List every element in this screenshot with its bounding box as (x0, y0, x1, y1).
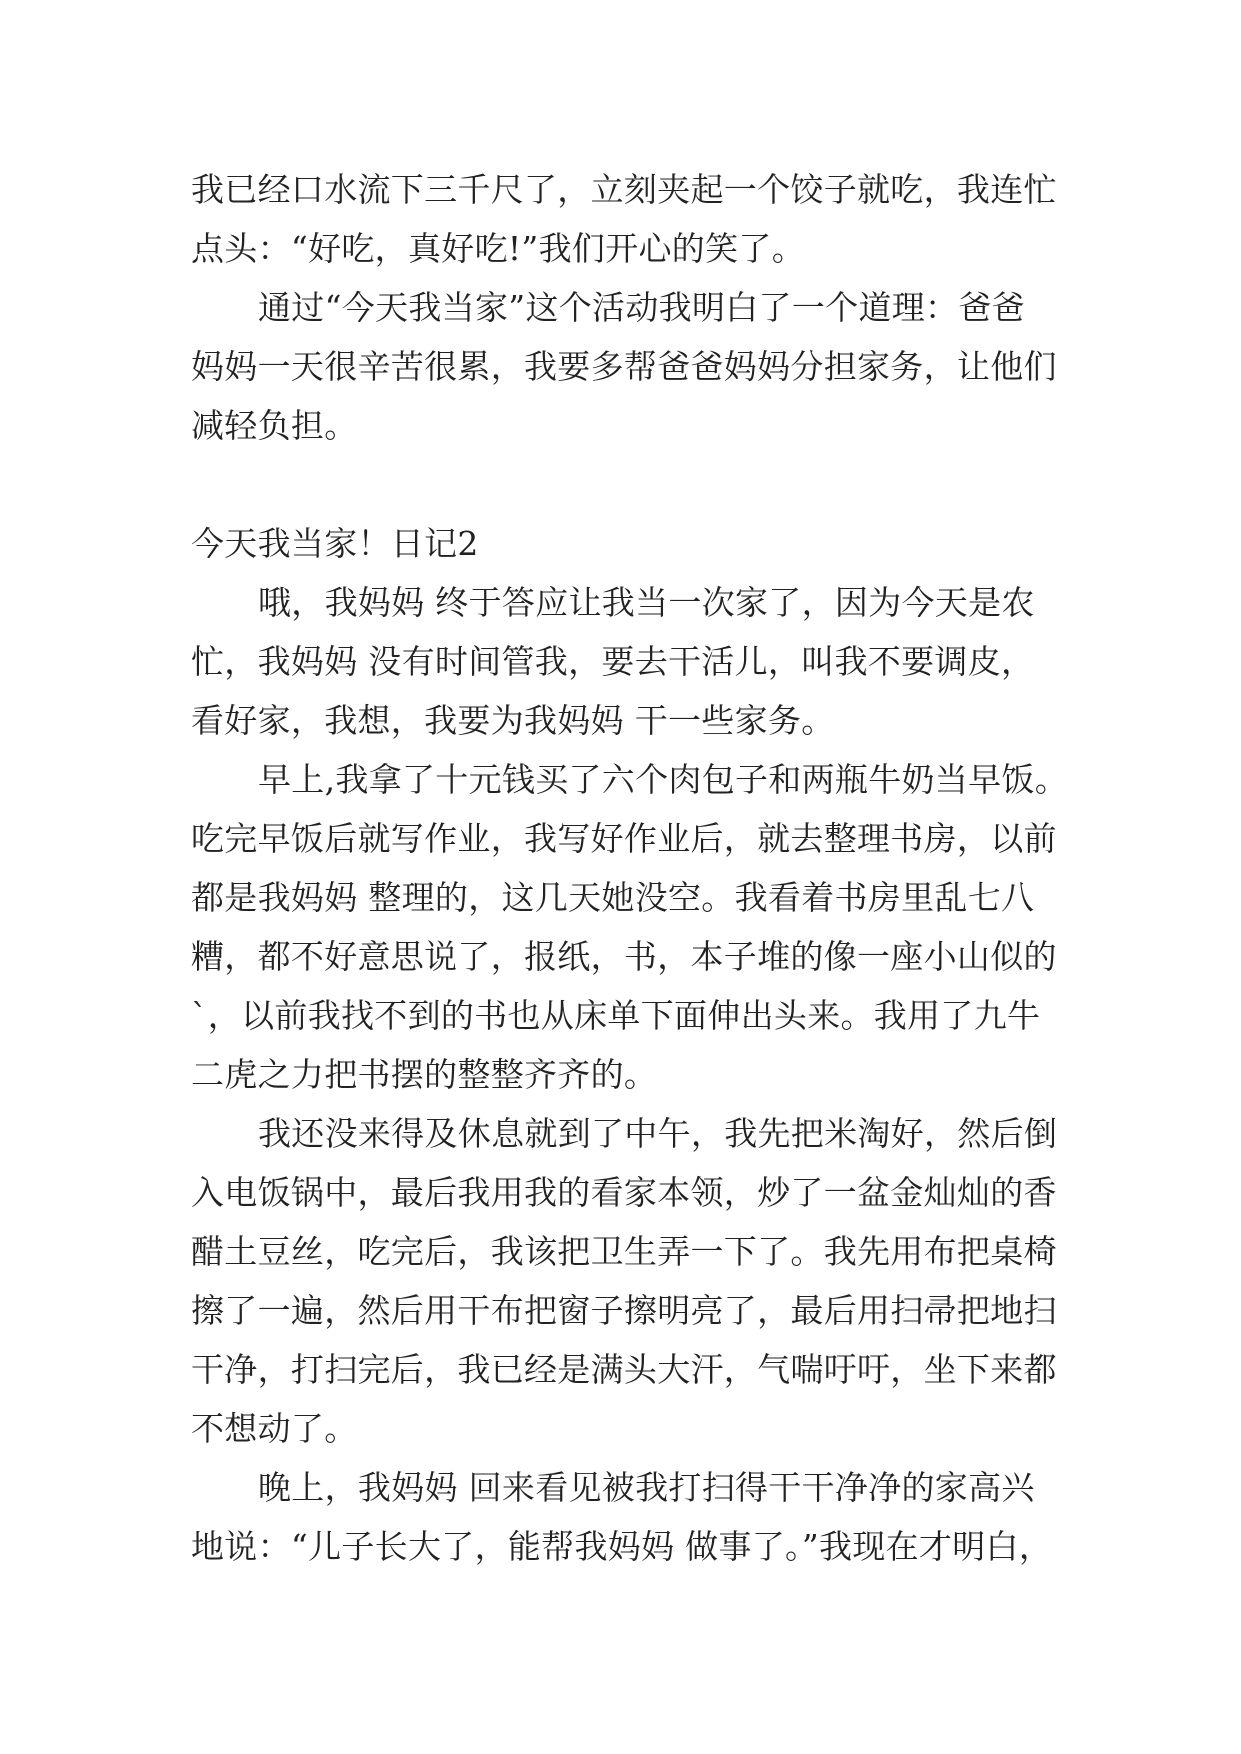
document-body (191, 160, 1091, 1576)
text-line: 地说：“儿子长大了，能帮我妈妈 做事了。”我现在才明白， (191, 1527, 1053, 1566)
text-line: 吃完早饭后就写作业，我写好作业后，就去整理书房，以前 (191, 819, 1057, 858)
text-line: 入电饭锅中，最后我用我的看家本领，炒了一盆金灿灿的香 (191, 1173, 1057, 1212)
text-line: 不想动了。 (191, 1409, 358, 1448)
text-line: 通过“今天我当家”这个活动我明白了一个道理：爸爸 (258, 288, 1025, 327)
text-line: `，以前我找不到的书也从床单下面伸出头来。我用了九牛 (191, 996, 1041, 1035)
text-line: 我还没来得及休息就到了中午，我先把米淘好，然后倒 (258, 1114, 1058, 1153)
text-line: 早上,我拿了十元钱买了六个肉包子和两瓶牛奶当早饭。 (258, 760, 1068, 799)
text-line: 忙，我妈妈 没有时间管我，要去干活儿，叫我不要调皮， (191, 642, 1035, 681)
text-line: 减轻负担。 (191, 406, 358, 445)
text-line: 干净，打扫完后，我已经是满头大汗，气喘吁吁，坐下来都 (191, 1350, 1057, 1389)
text-line: 晚上，我妈妈 回来看见被我打扫得干干净净的家高兴 (258, 1468, 1035, 1507)
paragraph (191, 160, 1091, 278)
text-line: 看好家，我想，我要为我妈妈 干一些家务。 (191, 701, 835, 740)
text-line: 擦了一遍，然后用干布把窗子擦明亮了，最后用扫帚把地扫 (191, 1291, 1057, 1330)
diary-title: 今天我当家！日记2 (191, 524, 479, 563)
text-line: 哦，我妈妈 终于答应让我当一次家了，因为今天是农 (258, 583, 1035, 622)
text-line: 醋土豆丝，吃完后，我该把卫生弄一下了。我先用布把桌椅 (191, 1232, 1057, 1271)
paragraph (191, 750, 1091, 1104)
text-line: 二虎之力把书摆的整整齐齐的。 (191, 1055, 658, 1094)
paragraph (191, 1458, 1091, 1576)
paragraph (191, 278, 1091, 455)
text-line: 我已经口水流下三千尺了，立刻夹起一个饺子就吃，我连忙 (191, 170, 1057, 209)
text-line: 糟，都不好意思说了，报纸，书，本子堆的像一座小山似的 (191, 937, 1057, 976)
text-line: 点头：“好吃，真好吃!”我们开心的笑了。 (191, 229, 806, 268)
paragraph (191, 573, 1091, 750)
text-line: 妈妈一天很辛苦很累，我要多帮爸爸妈妈分担家务，让他们 (191, 347, 1057, 386)
paragraph (191, 1104, 1091, 1458)
text-line: 都是我妈妈 整理的，这几天她没空。我看着书房里乱七八 (191, 878, 1035, 917)
